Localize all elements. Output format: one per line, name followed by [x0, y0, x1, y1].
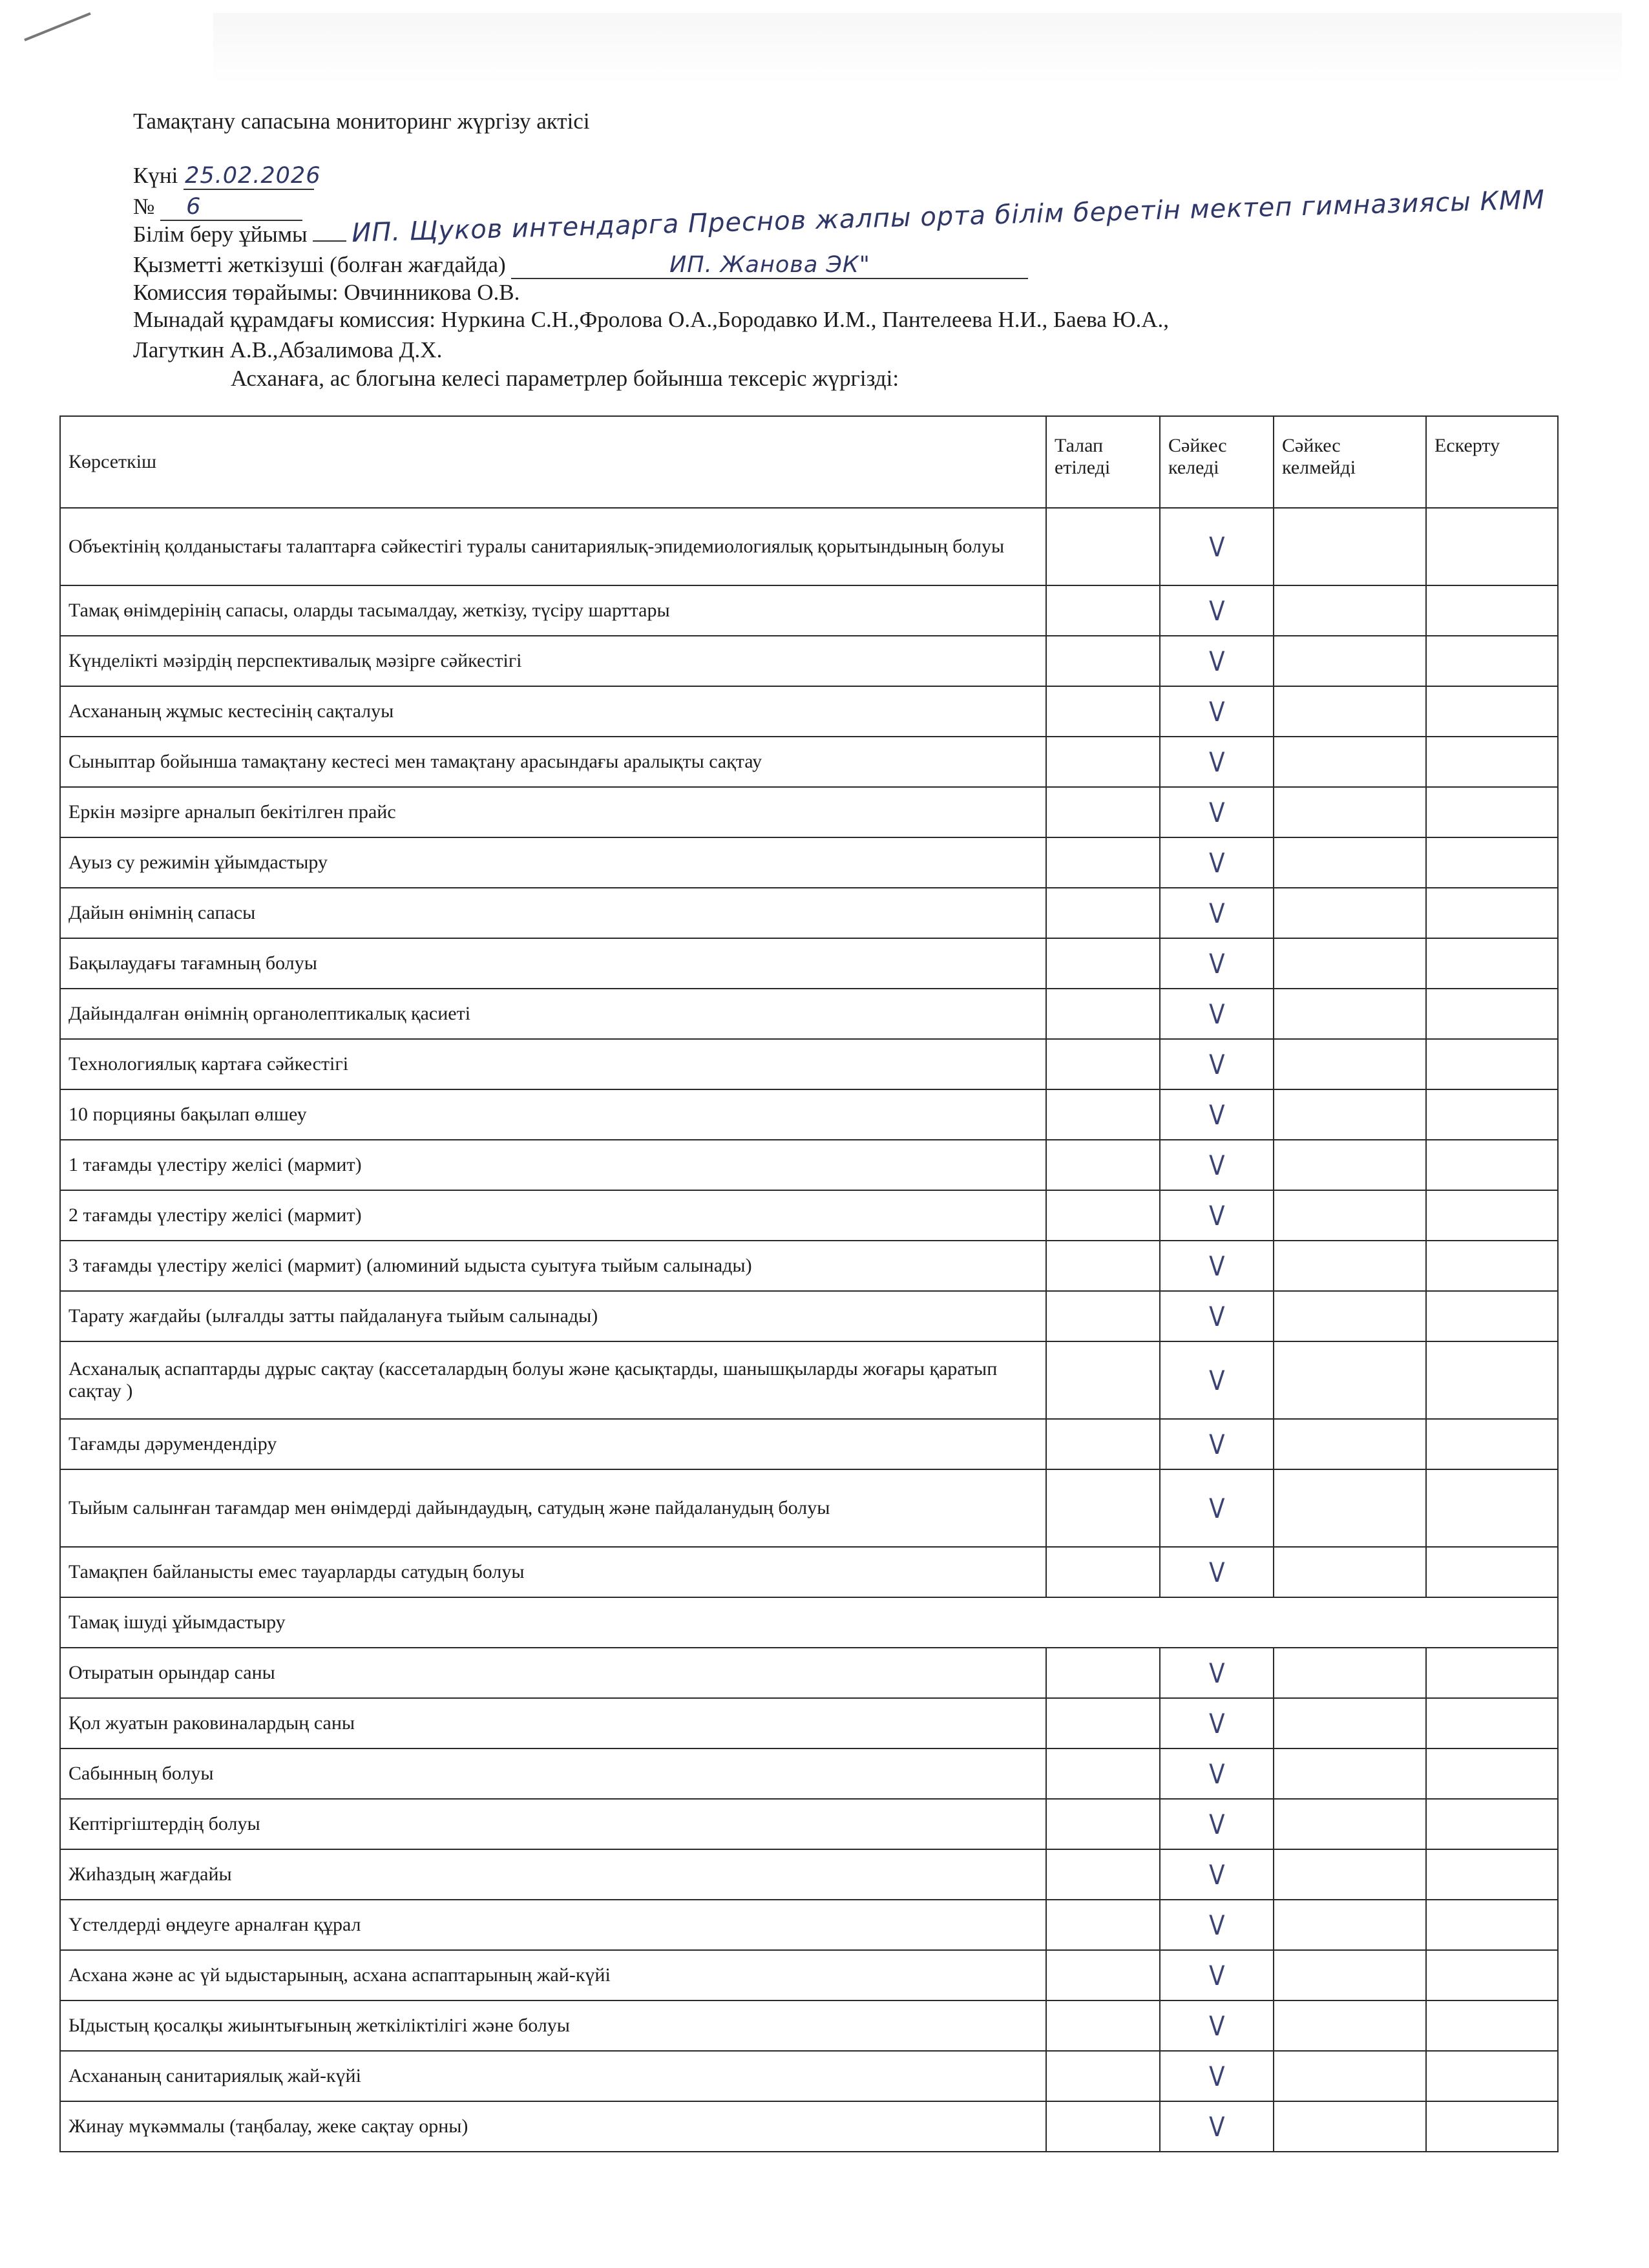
column-header-required: Талап етіледі — [1046, 416, 1160, 508]
date-value: 25.02.2026 — [185, 163, 321, 189]
note-cell — [1426, 989, 1558, 1039]
date-label: Күні — [133, 163, 178, 188]
indicator-cell: Жиһаздың жағдайы — [60, 1849, 1046, 1900]
compliant-cell — [1160, 1950, 1274, 2000]
noncompliant-cell — [1274, 1469, 1426, 1547]
compliant-cell — [1160, 1799, 1274, 1849]
table-row — [60, 1547, 1558, 1597]
noncompliant-cell — [1274, 508, 1426, 585]
noncompliant-cell — [1274, 837, 1426, 888]
required-cell — [1046, 837, 1160, 888]
required-cell — [1046, 1900, 1160, 1950]
check-mark-icon: V — [1208, 594, 1225, 627]
note-cell — [1426, 636, 1558, 686]
check-mark-icon: V — [1208, 2110, 1225, 2143]
indicator-cell: Объектінің қолданыстағы талаптарға сәйкестігі туралы санитариялық-эпидемиологиялық қорытындының болуы — [60, 508, 1046, 585]
noncompliant-cell — [1274, 2101, 1426, 2152]
required-cell — [1046, 2051, 1160, 2101]
indicator-cell: Жинау мүкәммалы (таңбалау, жеке сақтау орны) — [60, 2101, 1046, 2152]
noncompliant-cell — [1274, 1748, 1426, 1799]
required-cell — [1046, 2000, 1160, 2051]
supplier-label: Қызметті жеткізуші (болған жағдайда) — [133, 252, 506, 277]
noncompliant-cell — [1274, 1547, 1426, 1597]
indicator-cell: Тарату жағдайы (ылғалды затты пайдалануға тыйым салынады) — [60, 1291, 1046, 1341]
required-cell — [1046, 1799, 1160, 1849]
compliant-cell — [1160, 1190, 1274, 1241]
required-cell — [1046, 1291, 1160, 1341]
number-label: № — [133, 194, 155, 219]
indicator-cell: Еркін мәзірге арналып бекітілген прайс — [60, 787, 1046, 837]
table-row — [60, 1698, 1558, 1748]
column-header-noncompliant: Сәйкес келмейді — [1274, 416, 1426, 508]
section-title: Тамақ ішуді ұйымдастыру — [60, 1597, 1558, 1648]
check-mark-icon: V — [1208, 1250, 1225, 1282]
check-mark-icon: V — [1208, 1657, 1225, 1689]
note-cell — [1426, 888, 1558, 938]
compliant-cell — [1160, 1849, 1274, 1900]
noncompliant-cell — [1274, 737, 1426, 787]
required-cell — [1046, 1419, 1160, 1469]
required-cell — [1046, 787, 1160, 837]
note-cell — [1426, 1291, 1558, 1341]
table-row — [60, 1140, 1558, 1190]
indicator-cell: Асхананың санитариялық жай-күйі — [60, 2051, 1046, 2101]
indicator-cell: Ауыз су режимін ұйымдастыру — [60, 837, 1046, 888]
required-cell — [1046, 2101, 1160, 2152]
note-cell — [1426, 1799, 1558, 1849]
number-line — [133, 194, 302, 221]
compliant-cell — [1160, 1089, 1274, 1140]
indicator-cell: Асханалық аспаптарды дұрыс сақтау (кассеталардың болуы және қасықтарды, шанышқыларды жоғары қаратып сақтау ) — [60, 1341, 1046, 1419]
table-row — [60, 1648, 1558, 1698]
note-cell — [1426, 737, 1558, 787]
note-cell — [1426, 2051, 1558, 2101]
noncompliant-cell — [1274, 1341, 1426, 1419]
indicator-cell: Технологиялық картаға сәйкестігі — [60, 1039, 1046, 1089]
note-cell — [1426, 938, 1558, 989]
check-mark-icon: V — [1208, 897, 1225, 929]
note-cell — [1426, 2000, 1558, 2051]
check-mark-icon: V — [1208, 1364, 1225, 1396]
table-row — [60, 938, 1558, 989]
note-cell — [1426, 1748, 1558, 1799]
commission-members-line1: Мынадай құрамдағы комиссия: Нуркина С.Н.,Фролова О.А.,Бородавко И.М., Пантелеева Н.И., Баева Ю.А., — [133, 307, 1170, 332]
compliant-cell — [1160, 585, 1274, 636]
indicator-cell: Күнделікті мәзірдің перспективалық мәзірге сәйкестігі — [60, 636, 1046, 686]
note-cell — [1426, 508, 1558, 585]
table-row — [60, 2051, 1558, 2101]
noncompliant-cell — [1274, 686, 1426, 737]
noncompliant-cell — [1274, 1140, 1426, 1190]
noncompliant-cell — [1274, 1950, 1426, 2000]
note-cell — [1426, 585, 1558, 636]
noncompliant-cell — [1274, 1849, 1426, 1900]
check-mark-icon: V — [1208, 1758, 1225, 1790]
noncompliant-cell — [1274, 888, 1426, 938]
compliant-cell — [1160, 888, 1274, 938]
check-mark-icon: V — [1208, 1556, 1225, 1588]
note-cell — [1426, 1089, 1558, 1140]
table-row — [60, 2000, 1558, 2051]
required-cell — [1046, 938, 1160, 989]
required-cell — [1046, 737, 1160, 787]
note-cell — [1426, 1039, 1558, 1089]
required-cell — [1046, 1469, 1160, 1547]
required-cell — [1046, 1698, 1160, 1748]
table-row — [60, 1900, 1558, 1950]
table-row — [60, 1419, 1558, 1469]
required-cell — [1046, 585, 1160, 636]
table-row — [60, 636, 1558, 686]
compliant-cell — [1160, 1341, 1274, 1419]
indicator-cell: 10 порцияны бақылап өлшеу — [60, 1089, 1046, 1140]
required-cell — [1046, 1950, 1160, 2000]
check-mark-icon: V — [1208, 530, 1225, 563]
check-mark-icon: V — [1208, 2010, 1225, 2042]
required-cell — [1046, 888, 1160, 938]
note-cell — [1426, 1900, 1558, 1950]
noncompliant-cell — [1274, 636, 1426, 686]
check-mark-icon: V — [1208, 1707, 1225, 1739]
school-underline — [313, 240, 346, 242]
noncompliant-cell — [1274, 1241, 1426, 1291]
table-row — [60, 1950, 1558, 2000]
compliant-cell — [1160, 2101, 1274, 2152]
note-cell — [1426, 787, 1558, 837]
indicator-cell: Сабынның болуы — [60, 1748, 1046, 1799]
commission-members-line2: Лагуткин А.В.,Абзалимова Д.Х. — [133, 337, 443, 362]
column-header-indicator: Көрсеткіш — [60, 416, 1046, 508]
required-cell — [1046, 1039, 1160, 1089]
compliant-cell — [1160, 1648, 1274, 1698]
indicator-cell: Дайындалған өнімнің органолептикалық қасиеті — [60, 989, 1046, 1039]
indicator-cell: Бақылаудағы тағамның болуы — [60, 938, 1046, 989]
indicator-cell: 3 тағамды үлестіру желісі (мармит) (алюминий ыдыста суытуға тыйым салынады) — [60, 1241, 1046, 1291]
check-mark-icon: V — [1208, 695, 1225, 728]
required-cell — [1046, 508, 1160, 585]
table-row — [60, 585, 1558, 636]
table-row — [60, 1291, 1558, 1341]
indicator-cell: Тағамды дәрумендендіру — [60, 1419, 1046, 1469]
indicator-cell: Тыйым салынған тағамдар мен өнімдерді дайындаудың, сатудың және пайдаланудың болуы — [60, 1469, 1046, 1547]
check-mark-icon: V — [1208, 1098, 1225, 1131]
noncompliant-cell — [1274, 1419, 1426, 1469]
check-mark-icon: V — [1208, 1199, 1225, 1232]
noncompliant-cell — [1274, 1190, 1426, 1241]
check-mark-icon: V — [1208, 645, 1225, 677]
note-cell — [1426, 1190, 1558, 1241]
compliant-cell — [1160, 737, 1274, 787]
indicator-cell: Тамақпен байланысты емес тауарларды сатудың болуы — [60, 1547, 1046, 1597]
compliant-cell — [1160, 508, 1274, 585]
table-row — [60, 2101, 1558, 2152]
table-row — [60, 888, 1558, 938]
school-value: ИП. Щуков интендарга Преснов жалпы орта білім беретін мектеп гимназиясы КММ — [351, 185, 1546, 248]
compliant-cell — [1160, 1419, 1274, 1469]
check-mark-icon: V — [1208, 1428, 1225, 1460]
note-cell — [1426, 1140, 1558, 1190]
check-mark-icon: V — [1208, 998, 1225, 1030]
check-mark-icon: V — [1208, 1300, 1225, 1332]
table-row — [60, 737, 1558, 787]
note-cell — [1426, 1419, 1558, 1469]
check-mark-icon: V — [1208, 796, 1225, 828]
required-cell — [1046, 989, 1160, 1039]
noncompliant-cell — [1274, 1648, 1426, 1698]
required-cell — [1046, 1849, 1160, 1900]
compliant-cell — [1160, 938, 1274, 989]
noncompliant-cell — [1274, 787, 1426, 837]
compliant-cell — [1160, 636, 1274, 686]
school-label: Білім беру ұйымы — [133, 222, 308, 247]
note-cell — [1426, 1648, 1558, 1698]
table-row — [60, 1190, 1558, 1241]
table-row — [60, 1341, 1558, 1419]
table-row — [60, 1469, 1558, 1547]
noncompliant-cell — [1274, 1900, 1426, 1950]
required-cell — [1046, 1241, 1160, 1291]
check-mark-icon: V — [1208, 1808, 1225, 1840]
column-header-note: Ескерту — [1426, 416, 1558, 508]
check-mark-icon: V — [1208, 746, 1225, 778]
table-row — [60, 1089, 1558, 1140]
indicator-cell: 2 тағамды үлестіру желісі (мармит) — [60, 1190, 1046, 1241]
required-cell — [1046, 686, 1160, 737]
commission-chair: Комиссия төрайымы: Овчинникова О.В. — [133, 280, 520, 305]
check-mark-icon: V — [1208, 1492, 1225, 1524]
table-row — [60, 686, 1558, 737]
pen-stroke — [24, 12, 90, 41]
required-cell — [1046, 1547, 1160, 1597]
check-mark-icon: V — [1208, 846, 1225, 879]
table-row — [60, 1849, 1558, 1900]
table-row — [60, 837, 1558, 888]
noncompliant-cell — [1274, 2000, 1426, 2051]
required-cell — [1046, 1648, 1160, 1698]
date-line — [133, 163, 321, 190]
table-row — [60, 1039, 1558, 1089]
monitoring-table — [59, 415, 1559, 2152]
table-row — [60, 508, 1558, 585]
compliant-cell — [1160, 686, 1274, 737]
indicator-cell: Қол жуатын раковиналардың саны — [60, 1698, 1046, 1748]
indicator-cell: 1 тағамды үлестіру желісі (мармит) — [60, 1140, 1046, 1190]
note-cell — [1426, 1950, 1558, 2000]
compliant-cell — [1160, 1140, 1274, 1190]
check-mark-icon: V — [1208, 947, 1225, 980]
noncompliant-cell — [1274, 1799, 1426, 1849]
noncompliant-cell — [1274, 585, 1426, 636]
indicator-cell: Кептіргіштердің болуы — [60, 1799, 1046, 1849]
indicator-cell: Асхана және ас үй ыдыстарының, асхана аспаптарының жай-күйі — [60, 1950, 1046, 2000]
supplier-value: ИП. Жанова ЭК" — [511, 252, 1028, 279]
note-cell — [1426, 1698, 1558, 1748]
note-cell — [1426, 1469, 1558, 1547]
compliant-cell — [1160, 1241, 1274, 1291]
note-cell — [1426, 1547, 1558, 1597]
compliant-cell — [1160, 787, 1274, 837]
table-row — [60, 1748, 1558, 1799]
noncompliant-cell — [1274, 2051, 1426, 2101]
required-cell — [1046, 636, 1160, 686]
table-header-row — [60, 416, 1558, 508]
table-row — [60, 1241, 1558, 1291]
compliant-cell — [1160, 2000, 1274, 2051]
indicator-cell: Дайын өнімнің сапасы — [60, 888, 1046, 938]
indicator-cell: Асхананың жұмыс кестесінің сақталуы — [60, 686, 1046, 737]
scan-shadow — [213, 13, 1622, 84]
supplier-line — [133, 252, 1028, 279]
table-row — [60, 989, 1558, 1039]
check-mark-icon: V — [1208, 1048, 1225, 1080]
noncompliant-cell — [1274, 938, 1426, 989]
noncompliant-cell — [1274, 1291, 1426, 1341]
noncompliant-cell — [1274, 1698, 1426, 1748]
note-cell — [1426, 837, 1558, 888]
document-title: Тамақтану сапасына мониторинг жүргізу актісі — [133, 109, 590, 134]
check-mark-icon: V — [1208, 1149, 1225, 1181]
check-mark-icon: V — [1208, 1858, 1225, 1891]
note-cell — [1426, 686, 1558, 737]
note-cell — [1426, 1341, 1558, 1419]
required-cell — [1046, 1190, 1160, 1241]
compliant-cell — [1160, 837, 1274, 888]
note-cell — [1426, 1241, 1558, 1291]
indicator-cell: Тамақ өнімдерінің сапасы, оларды тасымалдау, жеткізу, түсіру шарттары — [60, 585, 1046, 636]
inspection-intro: Асханаға, ас блогына келесі параметрлер бойынша тексеріс жүргізді: — [231, 366, 899, 391]
noncompliant-cell — [1274, 1039, 1426, 1089]
compliant-cell — [1160, 1748, 1274, 1799]
note-cell — [1426, 2101, 1558, 2152]
compliant-cell — [1160, 1291, 1274, 1341]
table-row — [60, 787, 1558, 837]
check-mark-icon: V — [1208, 2060, 1225, 2092]
compliant-cell — [1160, 1900, 1274, 1950]
note-cell — [1426, 1849, 1558, 1900]
indicator-cell: Сыныптар бойынша тамақтану кестесі мен тамақтану арасындағы аралықты сақтау — [60, 737, 1046, 787]
required-cell — [1046, 1748, 1160, 1799]
compliant-cell — [1160, 2051, 1274, 2101]
noncompliant-cell — [1274, 1089, 1426, 1140]
number-value: 6 — [160, 194, 302, 221]
table-row — [60, 1799, 1558, 1849]
check-mark-icon: V — [1208, 1909, 1225, 1941]
compliant-cell — [1160, 1698, 1274, 1748]
required-cell — [1046, 1341, 1160, 1419]
indicator-cell: Отыратын орындар саны — [60, 1648, 1046, 1698]
section-row — [60, 1597, 1558, 1648]
compliant-cell — [1160, 989, 1274, 1039]
column-header-compliant: Сәйкес келеді — [1160, 416, 1274, 508]
check-mark-icon: V — [1208, 1959, 1225, 1991]
indicator-cell: Ыдыстың қосалқы жиынтығының жеткіліктілігі және болуы — [60, 2000, 1046, 2051]
noncompliant-cell — [1274, 989, 1426, 1039]
required-cell — [1046, 1089, 1160, 1140]
indicator-cell: Үстелдерді өңдеуге арналған құрал — [60, 1900, 1046, 1950]
compliant-cell — [1160, 1547, 1274, 1597]
compliant-cell — [1160, 1039, 1274, 1089]
compliant-cell — [1160, 1469, 1274, 1547]
required-cell — [1046, 1140, 1160, 1190]
